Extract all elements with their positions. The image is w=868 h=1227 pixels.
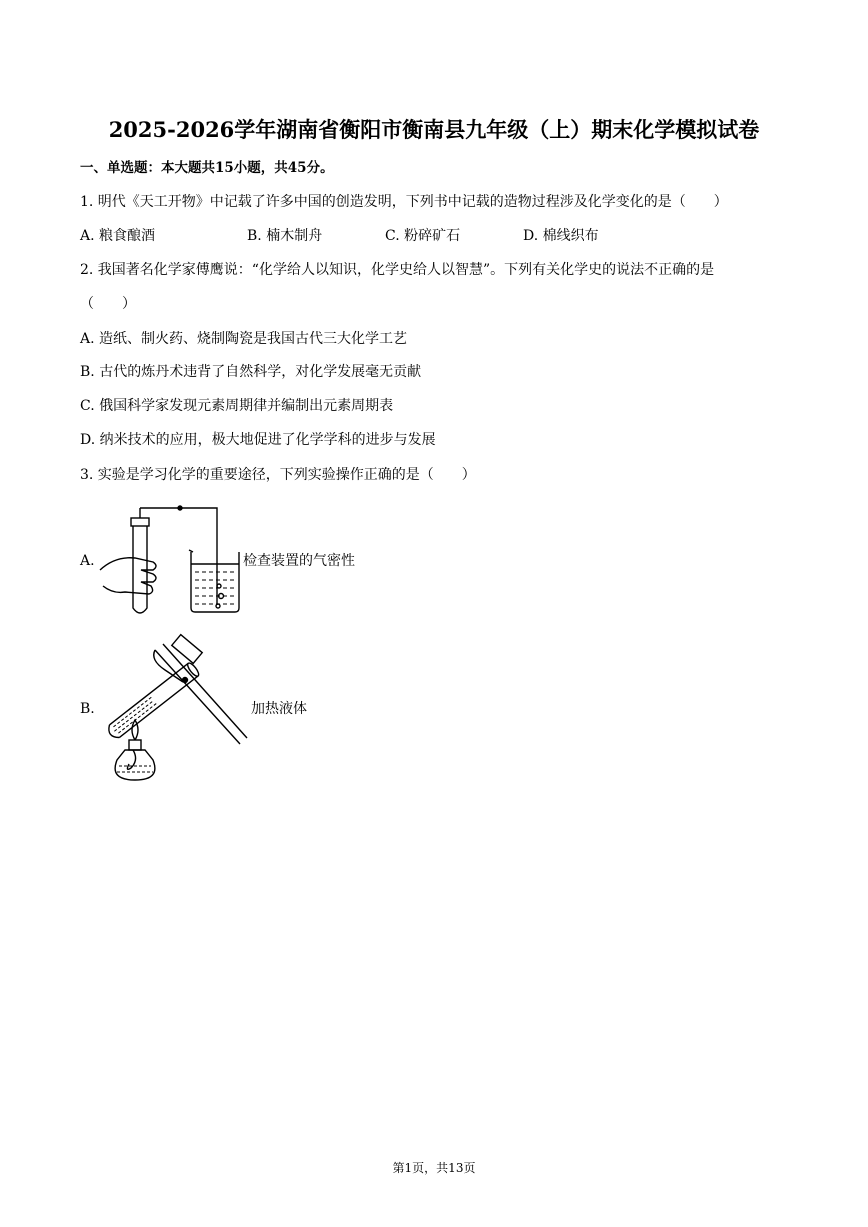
question-1-option-b: B. 楠木制舟 <box>247 228 323 244</box>
section-heading: 一、单选题：本大题共15小题，共45分。 <box>80 160 334 176</box>
question-2-option-a: A. 造纸、制火药、烧制陶瓷是我国古代三大化学工艺 <box>80 331 408 347</box>
question-2-option-c: C. 俄国科学家发现元素周期律并编制出元素周期表 <box>80 398 394 414</box>
question-1-option-a: A. 粮食酿酒 <box>80 228 156 244</box>
question-1-stem: 1. 明代《天工开物》中记载了许多中国的创造发明，下列书中记载的造物过程涉及化学变化的是（ ） <box>80 194 728 210</box>
question-1-option-d: D. 棉线织布 <box>523 228 599 244</box>
heating-liquid-icon <box>95 632 250 782</box>
question-1-option-c: C. 粉碎矿石 <box>385 228 461 244</box>
figure-b-caption: 加热液体 <box>251 701 307 717</box>
figure-a-caption: 检查装置的气密性 <box>243 553 355 569</box>
page-title: 2025-2026学年湖南省衡阳市衡南县九年级（上）期末化学模拟试卷 <box>108 117 760 142</box>
figure-b-letter: B. <box>80 701 95 717</box>
figure-a-letter: A. <box>80 553 95 569</box>
question-2-option-b: B. 古代的炼丹术违背了自然科学，对化学发展毫无贡献 <box>80 364 422 380</box>
question-3-stem: 3. 实验是学习化学的重要途径，下列实验操作正确的是（ ） <box>80 467 476 483</box>
question-2-option-d: D. 纳米技术的应用，极大地促进了化学学科的进步与发展 <box>80 432 436 448</box>
question-2-stem: 2. 我国著名化学家傅鹰说：“化学给人以知识，化学史给人以智慧”。下列有关化学史的说法不正确的是 <box>80 262 715 278</box>
page-footer: 第1页，共13页 <box>392 1161 476 1175</box>
airtightness-check-icon <box>95 500 245 620</box>
question-2-stem-continued: （ ） <box>80 296 136 312</box>
